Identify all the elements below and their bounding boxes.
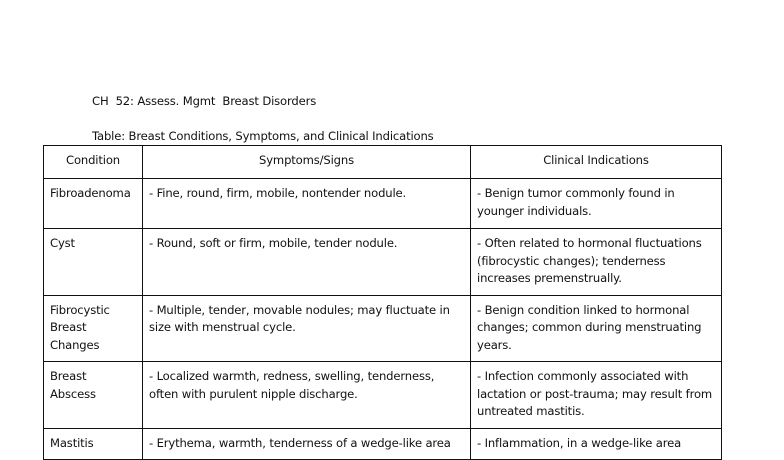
condition-cell: Fibrocystic Breast Changes bbox=[44, 295, 143, 362]
table-row bbox=[44, 362, 722, 429]
header-condition: Condition bbox=[44, 146, 143, 179]
chapter-heading: CH 52: Assess. Mgmt Breast Disorders bbox=[92, 94, 317, 108]
condition-cell: Breast Abscess bbox=[44, 362, 143, 429]
indications-cell: - Benign condition linked to hormonal changes; common during menstruating years. bbox=[471, 295, 722, 362]
table-caption: Table: Breast Conditions, Symptoms, and Clinical Indications bbox=[92, 129, 434, 143]
symptoms-cell: - Round, soft or firm, mobile, tender nodule. bbox=[143, 229, 471, 296]
conditions-table bbox=[43, 145, 722, 460]
header-symptoms: Symptoms/Signs bbox=[143, 146, 471, 179]
indications-cell: - Inflammation, in a wedge-like area bbox=[471, 428, 722, 460]
table-row bbox=[44, 229, 722, 296]
table-row bbox=[44, 179, 722, 229]
condition-cell: Mastitis bbox=[44, 428, 143, 460]
table-row bbox=[44, 428, 722, 460]
condition-cell: Fibroadenoma bbox=[44, 179, 143, 229]
indications-cell: - Infection commonly associated with lactation or post-trauma; may result from untreated mastitis. bbox=[471, 362, 722, 429]
symptoms-cell: - Multiple, tender, movable nodules; may fluctuate in size with menstrual cycle. bbox=[143, 295, 471, 362]
indications-cell: - Benign tumor commonly found in younger individuals. bbox=[471, 179, 722, 229]
symptoms-cell: - Erythema, warmth, tenderness of a wedge-like area bbox=[143, 428, 471, 460]
table-row bbox=[44, 295, 722, 362]
table-header-row bbox=[44, 146, 722, 179]
symptoms-cell: - Localized warmth, redness, swelling, tenderness, often with purulent nipple discharge. bbox=[143, 362, 471, 429]
condition-cell: Cyst bbox=[44, 229, 143, 296]
indications-cell: - Often related to hormonal fluctuations (fibrocystic changes); tenderness increases premenstrually. bbox=[471, 229, 722, 296]
header-clinical-indications: Clinical Indications bbox=[471, 146, 722, 179]
symptoms-cell: - Fine, round, firm, mobile, nontender nodule. bbox=[143, 179, 471, 229]
